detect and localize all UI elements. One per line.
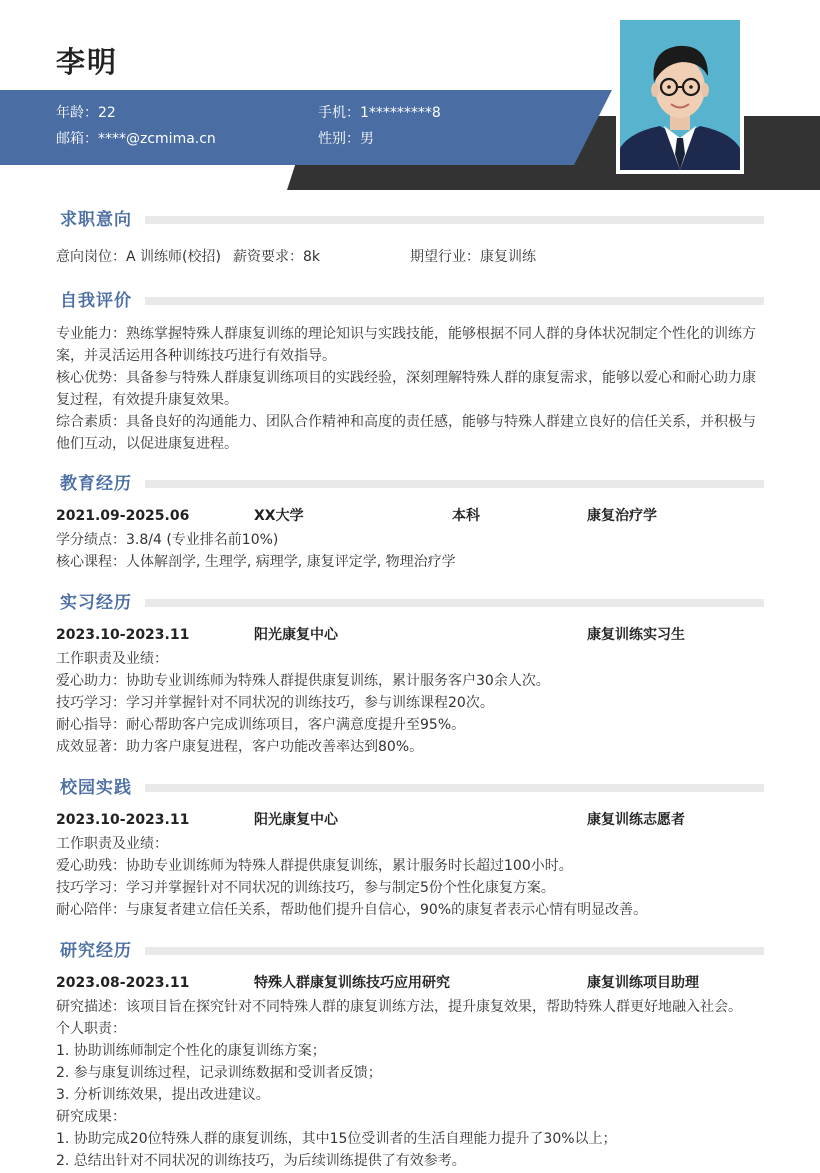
section-title-campus: 校园实践: [60, 778, 132, 798]
education-detail-line: 学分绩点：3.8/4 (专业排名前10%): [56, 532, 279, 548]
research-date: 2023.08-2023.11: [56, 975, 190, 991]
internship-line: 耐心指导：耐心帮助客户完成训练项目，客户满意度提升至95%。: [56, 717, 466, 733]
education-date: 2021.09-2025.06: [56, 508, 190, 524]
research-line: 1. 协助训练师制定个性化的康复训练方案；: [56, 1043, 326, 1059]
intent-position: 意向岗位：A 训练师(校招): [56, 249, 221, 265]
campus-line: 爱心助残：协助专业训练师为特殊人群提供康复训练，累计服务时长超过100小时。: [56, 858, 573, 874]
phone-info: 手机：1*********8: [318, 105, 441, 121]
intent-salary: 薪资要求：8k: [233, 249, 321, 265]
internship-role: 康复训练实习生: [587, 627, 685, 643]
research-line: 3. 分析训练效果，提出改进建议。: [56, 1087, 270, 1103]
gender-info: 性别：男: [318, 131, 374, 147]
section-header-self-eval: [56, 290, 764, 312]
research-line: 个人职责：: [56, 1021, 126, 1037]
self-eval-paragraph: 专业能力：熟练掌握特殊人群康复训练的理论知识与实践技能，能够根据不同人群的身体状况制定个性化的训练方案，并灵活运用各种训练技巧进行有效指导。: [56, 326, 756, 364]
research-line: 2. 总结出针对不同状况的训练技巧，为后续训练提供了有效参考。: [56, 1153, 466, 1169]
section-header-research: [56, 940, 764, 962]
education-major: 康复治疗学: [587, 508, 657, 524]
education-school: XX大学: [254, 508, 304, 524]
age-info: 年龄：22: [56, 105, 116, 121]
self-eval-paragraph: 核心优势：具备参与特殊人群康复训练项目的实践经验，深刻理解特殊人群的康复需求，能够以爱心和耐心助力康复过程，有效提升康复效果。: [56, 370, 756, 408]
campus-role: 康复训练志愿者: [587, 812, 685, 828]
self-eval-paragraph: 综合素质：具备良好的沟通能力、团队合作精神和高度的责任感，能够与特殊人群建立良好的信任关系，并积极与他们互动，以促进康复进程。: [56, 414, 756, 452]
section-header-campus: [56, 777, 764, 799]
section-header-intent: [56, 209, 764, 231]
profile-photo: [620, 20, 740, 170]
campus-date: 2023.10-2023.11: [56, 812, 190, 828]
section-title-intent: 求职意向: [60, 210, 132, 230]
research-role: 康复训练项目助理: [587, 975, 699, 991]
email-info: 邮箱：****@zcmima.cn: [56, 131, 216, 147]
campus-org: 阳光康复中心: [254, 812, 338, 828]
education-detail-line: 核心课程：人体解剖学, 生理学, 病理学, 康复评定学, 物理治疗学: [56, 554, 456, 570]
education-degree: 本科: [452, 508, 480, 524]
section-title-research: 研究经历: [60, 941, 132, 961]
section-divider: [145, 216, 764, 224]
section-title-internship: 实习经历: [60, 593, 132, 613]
section-divider: [145, 599, 764, 607]
section-divider: [145, 784, 764, 792]
internship-org: 阳光康复中心: [254, 627, 338, 643]
section-header-education: [56, 473, 764, 495]
profile-photo-frame: [616, 16, 744, 174]
research-line: 研究描述：该项目旨在探究针对不同特殊人群的康复训练方法，提升康复效果，帮助特殊人群更好地融入社会。: [56, 999, 742, 1015]
internship-line: 成效显著：助力客户康复进程，客户功能改善率达到80%。: [56, 739, 424, 755]
section-divider: [145, 480, 764, 488]
research-line: 研究成果：: [56, 1109, 126, 1125]
candidate-name: 李明: [56, 45, 119, 79]
section-title-education: 教育经历: [60, 474, 132, 494]
section-divider: [145, 947, 764, 955]
internship-date: 2023.10-2023.11: [56, 627, 190, 643]
campus-line: 耐心陪伴：与康复者建立信任关系，帮助他们提升自信心，90%的康复者表示心情有明显改善。: [56, 902, 648, 918]
internship-line: 爱心助力：协助专业训练师为特殊人群提供康复训练，累计服务客户30余人次。: [56, 673, 550, 689]
section-title-self-eval: 自我评价: [60, 291, 132, 311]
section-header-internship: [56, 592, 764, 614]
internship-line: 技巧学习：学习并掌握针对不同状况的训练技巧，参与训练课程20次。: [56, 695, 494, 711]
intent-industry: 期望行业：康复训练: [410, 249, 536, 265]
research-project: 特殊人群康复训练技巧应用研究: [254, 975, 450, 991]
internship-line: 工作职责及业绩：: [56, 651, 168, 667]
section-divider: [145, 297, 764, 305]
research-line: 1. 协助完成20位特殊人群的康复训练，其中15位受训者的生活自理能力提升了30%以上；: [56, 1131, 617, 1147]
campus-line: 技巧学习：学习并掌握针对不同状况的训练技巧，参与制定5份个性化康复方案。: [56, 880, 555, 896]
campus-line: 工作职责及业绩：: [56, 836, 168, 852]
research-line: 2. 参与康复训练过程，记录训练数据和受训者反馈；: [56, 1065, 382, 1081]
